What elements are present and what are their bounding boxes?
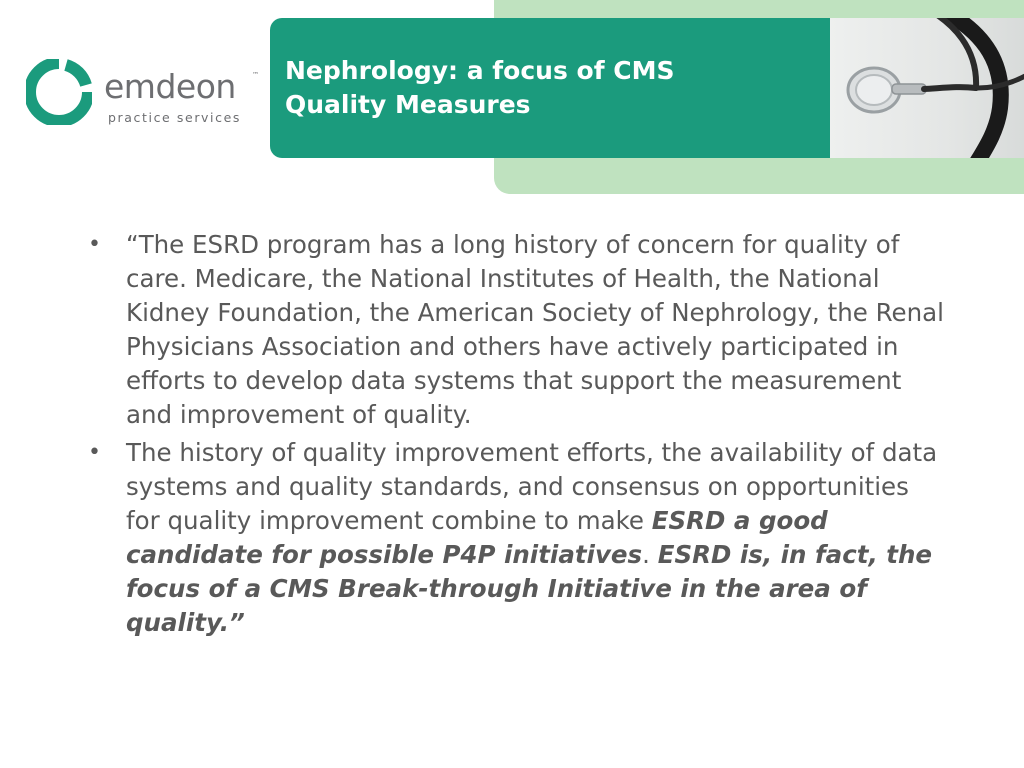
slide-content xyxy=(88,228,948,644)
bullet-dot-icon: • xyxy=(88,440,101,465)
bullet-text-1: “The ESRD program has a long history of concern for quality of care. Medicare, the National Institutes of Health, the National Kidney Foundation, the American Society of Nephrology, the Renal Physicians Association and others have actively participated in efforts to develop data systems that support the measurement and improvement of quality. xyxy=(126,230,944,429)
bullet-2-text-part-1: The history of quality improvement efforts, the availability of data systems and quality standards, and consensus on opportunities for quality improvement combine to make xyxy=(126,438,938,535)
page-title-line-2: Quality Measures xyxy=(285,90,531,119)
emdeon-logo xyxy=(26,55,266,135)
bullet-item-2 xyxy=(88,436,948,640)
bullet-2-emphasis-2: ESRD is, in fact, the focus of a CMS Break-through Initiative in the area of quality.” xyxy=(126,540,933,637)
logo-tagline: practice services xyxy=(108,110,242,125)
bullet-dot-icon: • xyxy=(88,232,101,257)
title-banner xyxy=(270,18,830,158)
bullet-item-1 xyxy=(88,228,948,432)
stethoscope-photo xyxy=(828,18,1024,158)
bullet-text-2 xyxy=(126,436,948,640)
emdeon-logo-mark-icon xyxy=(26,59,92,125)
bullet-2-text-part-2: . xyxy=(642,540,658,569)
bullet-2-emphasis-1: ESRD a good candidate for possible P4P initiatives xyxy=(126,506,828,569)
page-title-line-1: Nephrology: a focus of CMS xyxy=(285,56,675,85)
logo-wordmark: emdeon xyxy=(104,67,236,106)
logo-trademark: ™ xyxy=(252,71,259,79)
page-title xyxy=(285,54,805,122)
stethoscope-icon xyxy=(828,18,1024,158)
